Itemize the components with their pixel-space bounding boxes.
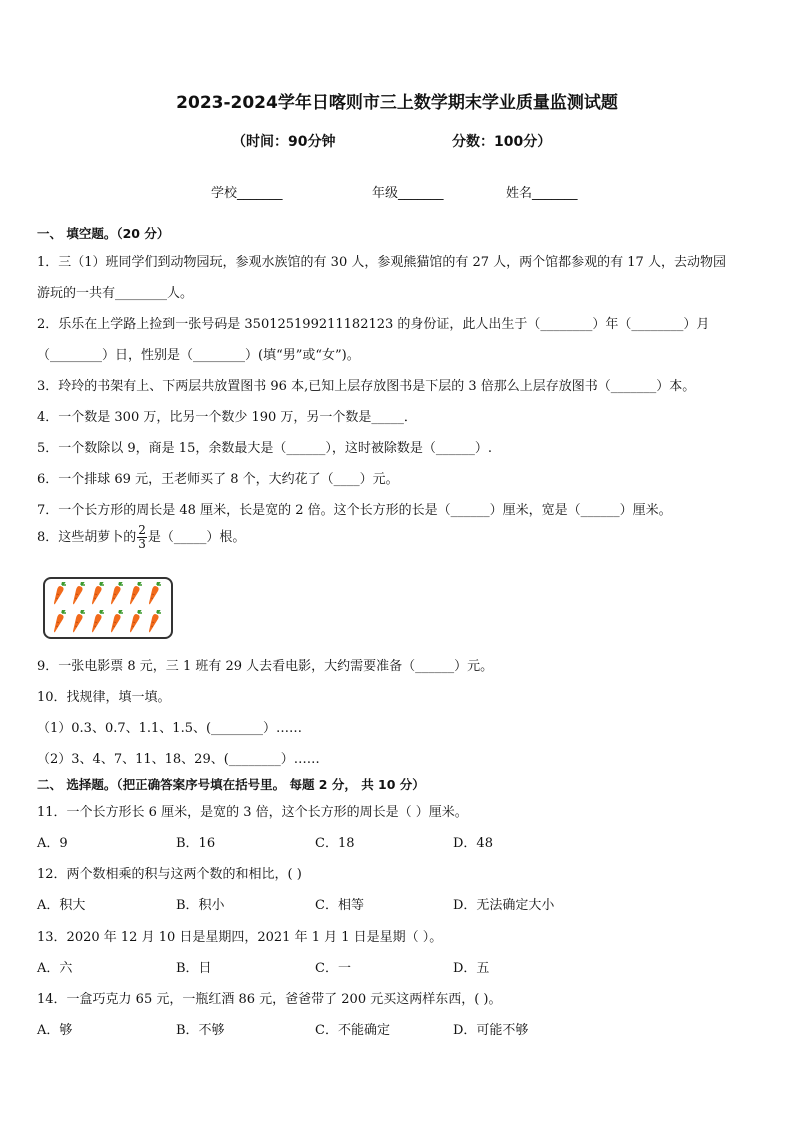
q12-option-d: D．无法确定大小	[453, 898, 555, 913]
page-title: 2023-2024学年日喀则市三上数学期末学业质量监测试题	[176, 93, 618, 113]
q13-option-d: D．五	[453, 961, 490, 976]
question-12: 12．两个数相乘的积与这两个数的和相比，( )	[37, 867, 302, 882]
question-1-line1: 1．三（1）班同学们到动物园玩，参观水族馆的有 30 人，参观熊猫馆的有 27 人，两个馆都参观的有 17 人，去动物园	[37, 255, 726, 270]
question-10: 10．找规律，填一填。	[37, 690, 171, 705]
section-2-heading: 二、 选择题。（把正确答案序号填在括号里。 每题 2 分， 共 10 分）	[37, 777, 425, 792]
question-2-line1: 2．乐乐在上学路上捡到一张号码是 350125199211182123 的身份证，此人出生于（________）年（________）月	[37, 317, 710, 332]
question-10-part-2: （2）3、4、7、11、18、29、(________）……	[37, 752, 320, 767]
question-10-part-1: （1）0.3、0.7、1.1、1.5、(________）……	[37, 721, 303, 736]
carrot-icon	[108, 582, 124, 606]
question-5: 5．一个数除以 9，商是 15，余数最大是（______），这时被除数是（______）.	[37, 441, 492, 456]
q11-option-b: B．16	[176, 836, 216, 851]
q12-option-c: C．相等	[315, 898, 364, 913]
question-8	[37, 524, 245, 551]
carrot-icon	[127, 610, 143, 634]
name-field: 姓名_______	[506, 186, 578, 201]
exam-score: 分数：100分）	[452, 134, 552, 150]
q12-option-a: A．积大	[37, 898, 86, 913]
carrot-icon	[51, 610, 67, 634]
carrot-image	[43, 577, 173, 639]
question-3: 3．玲玲的书架有上、下两层共放置图书 96 本,已知上层存放图书是下层的 3 倍那么上层存放图书（_______）本。	[37, 379, 696, 394]
carrot-icon	[70, 610, 86, 634]
question-11: 11．一个长方形长 6 厘米，是宽的 3 倍，这个长方形的周长是（ ）厘米。	[37, 805, 468, 820]
question-13: 13．2020 年 12 月 10 日是星期四，2021 年 1 月 1 日是星期（ ）。	[37, 930, 443, 945]
question-8-suffix: 是（_____）根。	[147, 530, 246, 545]
exam-time: （时间：90分钟	[232, 134, 336, 150]
section-1-heading: 一、 填空题。（20 分）	[37, 226, 170, 241]
q13-option-a: A．六	[37, 961, 73, 976]
question-14: 14．一盒巧克力 65 元，一瓶红酒 86 元，爸爸带了 200 元买这两样东西，( )。	[37, 992, 502, 1007]
q11-option-c: C．18	[315, 836, 355, 851]
question-8-prefix: 8．这些胡萝卜的	[37, 530, 137, 545]
q13-option-c: C．一	[315, 961, 351, 976]
carrot-icon	[108, 610, 124, 634]
question-6: 6．一个排球 69 元，王老师买了 8 个，大约花了（____）元。	[37, 472, 399, 487]
carrot-icon	[89, 610, 105, 634]
question-1-line2: 游玩的一共有________人。	[37, 286, 194, 301]
question-9: 9．一张电影票 8 元，三 1 班有 29 人去看电影，大约需要准备（______）元。	[37, 659, 494, 674]
q11-option-a: A．9	[37, 836, 68, 851]
q12-option-b: B．积小	[176, 898, 225, 913]
carrot-icon	[70, 582, 86, 606]
question-2-line2: （________）日，性别是（________）(填“男”或“女”)。	[37, 348, 360, 363]
school-field: 学校_______	[211, 186, 283, 201]
q14-option-d: D．可能不够	[453, 1023, 529, 1038]
q14-option-c: C．不能确定	[315, 1023, 390, 1038]
fraction-numerator: 2	[138, 523, 146, 537]
q13-option-b: B．日	[176, 961, 212, 976]
q11-option-d: D．48	[453, 836, 493, 851]
fraction	[137, 524, 147, 551]
q14-option-a: A．够	[37, 1023, 73, 1038]
question-4: 4．一个数是 300 万，比另一个数少 190 万，另一个数是_____．	[37, 410, 417, 425]
carrot-icon	[51, 582, 67, 606]
fraction-denominator: 3	[138, 537, 146, 551]
carrot-icon	[146, 582, 162, 606]
grade-field: 年级_______	[372, 186, 444, 201]
question-7: 7．一个长方形的周长是 48 厘米，长是宽的 2 倍。这个长方形的长是（______）厘米，宽是（______）厘米。	[37, 503, 672, 518]
carrot-icon	[127, 582, 143, 606]
q14-option-b: B．不够	[176, 1023, 225, 1038]
carrot-icon	[146, 610, 162, 634]
carrot-icon	[89, 582, 105, 606]
